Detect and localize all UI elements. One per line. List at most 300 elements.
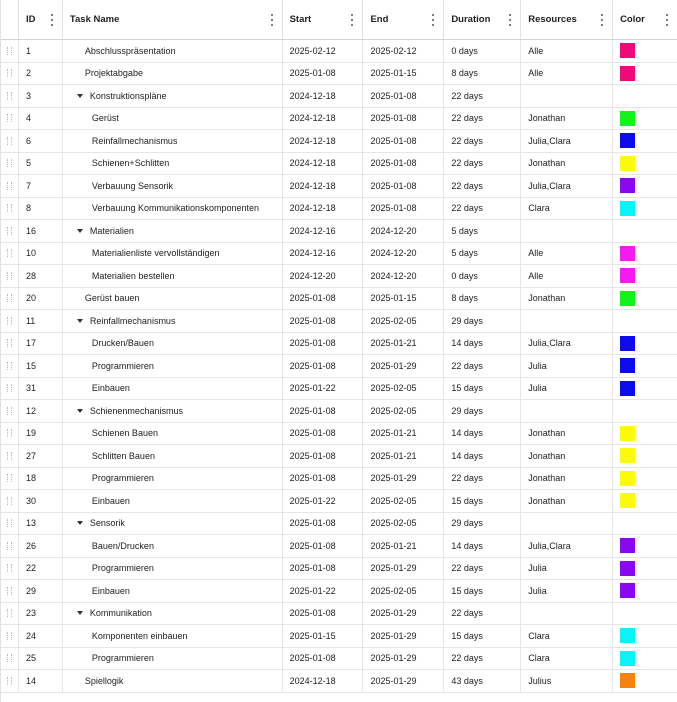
- task-name-cell[interactable]: [63, 243, 283, 265]
- color-cell[interactable]: [613, 85, 677, 107]
- color-swatch[interactable]: [620, 381, 635, 396]
- task-row[interactable]: [1, 40, 677, 63]
- duration-cell[interactable]: 22 days: [444, 648, 521, 670]
- start-cell[interactable]: 2025-01-15: [283, 625, 364, 647]
- task-name-text: Verbauung Sensorik: [91, 180, 173, 191]
- duration-cell[interactable]: 22 days: [444, 130, 521, 152]
- column-menu-icon[interactable]: [268, 14, 276, 26]
- task-name-cell[interactable]: [63, 625, 283, 647]
- task-row[interactable]: [1, 108, 677, 131]
- color-swatch[interactable]: [620, 43, 635, 58]
- drag-handle-icon[interactable]: [7, 362, 12, 370]
- color-cell[interactable]: [613, 198, 677, 220]
- drag-handle-icon[interactable]: [7, 69, 12, 77]
- duration-cell[interactable]: 22 days: [444, 468, 521, 490]
- task-name-text: Materialien: [89, 225, 134, 236]
- end-cell[interactable]: 2025-01-08: [363, 130, 444, 152]
- duration-cell[interactable]: 22 days: [444, 603, 521, 625]
- color-swatch[interactable]: [620, 268, 635, 283]
- collapse-caret-icon[interactable]: [77, 94, 83, 98]
- duration-cell[interactable]: 0 days: [444, 40, 521, 62]
- color-cell[interactable]: [613, 603, 677, 625]
- color-cell[interactable]: [613, 153, 677, 175]
- duration-cell[interactable]: 22 days: [444, 153, 521, 175]
- task-row[interactable]: [1, 265, 677, 288]
- end-cell[interactable]: 2025-01-08: [363, 198, 444, 220]
- task-name-cell[interactable]: [63, 355, 283, 377]
- resources-cell[interactable]: Julia: [521, 378, 613, 400]
- duration-cell[interactable]: 29 days: [444, 400, 521, 422]
- task-name-text: Programmieren: [91, 653, 154, 664]
- start-cell[interactable]: 2025-01-08: [283, 288, 364, 310]
- task-row[interactable]: [1, 625, 677, 648]
- task-row[interactable]: [1, 175, 677, 198]
- column-menu-icon[interactable]: [663, 14, 671, 26]
- resources-cell[interactable]: [521, 220, 613, 242]
- collapse-caret-icon[interactable]: [77, 409, 83, 413]
- task-row[interactable]: [1, 558, 677, 581]
- task-name-text: Einbauen: [91, 495, 130, 506]
- resources-cell[interactable]: Jonathan: [521, 108, 613, 130]
- task-row[interactable]: [1, 648, 677, 671]
- group-row[interactable]: [1, 603, 677, 626]
- group-row[interactable]: [1, 220, 677, 243]
- duration-cell[interactable]: 0 days: [444, 265, 521, 287]
- drag-handle-icon[interactable]: [7, 519, 12, 527]
- start-cell[interactable]: 2025-01-08: [283, 423, 364, 445]
- end-cell[interactable]: 2025-01-21: [363, 333, 444, 355]
- header-id[interactable]: [19, 0, 63, 39]
- end-cell[interactable]: 2025-01-29: [363, 558, 444, 580]
- end-cell[interactable]: 2025-02-05: [363, 490, 444, 512]
- drag-handle-icon[interactable]: [7, 609, 12, 617]
- drag-handle-icon[interactable]: [7, 542, 12, 550]
- drag-handle-icon[interactable]: [7, 497, 12, 505]
- drag-cell: [1, 198, 19, 220]
- drag-handle-icon[interactable]: [7, 159, 12, 167]
- drag-handle-icon[interactable]: [7, 114, 12, 122]
- drag-handle-icon[interactable]: [7, 272, 12, 280]
- color-swatch[interactable]: [620, 628, 635, 643]
- drag-handle-icon[interactable]: [7, 249, 12, 257]
- task-row[interactable]: [1, 288, 677, 311]
- task-name-cell[interactable]: [63, 288, 283, 310]
- resources-cell[interactable]: Clara: [521, 198, 613, 220]
- color-cell[interactable]: [613, 468, 677, 490]
- start-cell[interactable]: 2025-01-08: [283, 445, 364, 467]
- duration-cell[interactable]: 8 days: [444, 63, 521, 85]
- resources-cell[interactable]: Clara: [521, 648, 613, 670]
- task-name-cell[interactable]: [63, 85, 283, 107]
- duration-cell[interactable]: 43 days: [444, 670, 521, 692]
- color-cell[interactable]: [613, 445, 677, 467]
- resources-cell[interactable]: Jonathan: [521, 468, 613, 490]
- end-cell[interactable]: 2025-01-21: [363, 423, 444, 445]
- group-row[interactable]: [1, 310, 677, 333]
- end-cell[interactable]: 2025-01-29: [363, 468, 444, 490]
- color-swatch[interactable]: [620, 471, 635, 486]
- end-cell[interactable]: 2025-01-15: [363, 288, 444, 310]
- group-row[interactable]: [1, 85, 677, 108]
- drag-handle-icon[interactable]: [7, 92, 12, 100]
- color-cell[interactable]: [613, 648, 677, 670]
- duration-cell[interactable]: 14 days: [444, 333, 521, 355]
- end-cell[interactable]: 2025-01-08: [363, 108, 444, 130]
- color-swatch[interactable]: [620, 156, 635, 171]
- column-menu-icon[interactable]: [598, 14, 606, 26]
- resources-cell[interactable]: [521, 400, 613, 422]
- color-cell[interactable]: [613, 333, 677, 355]
- color-swatch[interactable]: [620, 291, 635, 306]
- drag-handle-icon[interactable]: [7, 564, 12, 572]
- start-cell[interactable]: 2024-12-18: [283, 153, 364, 175]
- resources-cell[interactable]: Julia,Clara: [521, 175, 613, 197]
- collapse-caret-icon[interactable]: [77, 611, 83, 615]
- task-name-cell[interactable]: [63, 198, 283, 220]
- drag-handle-icon[interactable]: [7, 452, 12, 460]
- start-cell[interactable]: 2025-01-08: [283, 333, 364, 355]
- resources-cell[interactable]: Alle: [521, 243, 613, 265]
- task-row[interactable]: [1, 153, 677, 176]
- color-cell[interactable]: [613, 288, 677, 310]
- start-cell[interactable]: 2025-01-08: [283, 400, 364, 422]
- end-cell[interactable]: 2025-02-05: [363, 580, 444, 602]
- drag-handle-icon[interactable]: [7, 204, 12, 212]
- task-name-text: Bauen/Drucken: [91, 540, 154, 551]
- start-cell[interactable]: 2024-12-20: [283, 265, 364, 287]
- resources-cell[interactable]: [521, 85, 613, 107]
- id-cell: 7: [19, 175, 63, 197]
- resources-cell[interactable]: Julia,Clara: [521, 535, 613, 557]
- color-swatch[interactable]: [620, 426, 635, 441]
- start-cell[interactable]: 2025-01-22: [283, 580, 364, 602]
- header-color[interactable]: [613, 0, 677, 39]
- start-cell[interactable]: 2024-12-18: [283, 670, 364, 692]
- group-row[interactable]: [1, 400, 677, 423]
- task-row[interactable]: [1, 63, 677, 86]
- task-row[interactable]: [1, 130, 677, 153]
- end-cell[interactable]: 2025-02-05: [363, 310, 444, 332]
- color-swatch[interactable]: [620, 178, 635, 193]
- header-end[interactable]: [363, 0, 444, 39]
- task-name-cell[interactable]: [63, 310, 283, 332]
- color-cell[interactable]: [613, 108, 677, 130]
- resources-cell[interactable]: Julia: [521, 580, 613, 602]
- collapse-caret-icon[interactable]: [77, 229, 83, 233]
- start-cell[interactable]: 2025-01-08: [283, 310, 364, 332]
- task-name-cell[interactable]: [63, 378, 283, 400]
- duration-cell[interactable]: 15 days: [444, 580, 521, 602]
- color-cell[interactable]: [613, 130, 677, 152]
- color-swatch[interactable]: [620, 358, 635, 373]
- drag-cell: [1, 85, 19, 107]
- color-cell[interactable]: [613, 355, 677, 377]
- color-cell[interactable]: [613, 175, 677, 197]
- end-cell[interactable]: 2025-01-21: [363, 535, 444, 557]
- column-menu-icon[interactable]: [429, 14, 437, 26]
- color-cell[interactable]: [613, 535, 677, 557]
- start-cell[interactable]: 2025-01-08: [283, 603, 364, 625]
- resources-cell[interactable]: Julia: [521, 558, 613, 580]
- header-start[interactable]: [283, 0, 364, 39]
- task-row[interactable]: [1, 378, 677, 401]
- drag-cell: [1, 288, 19, 310]
- task-name-cell[interactable]: [63, 220, 283, 242]
- duration-cell[interactable]: 22 days: [444, 85, 521, 107]
- header-task-name[interactable]: [63, 0, 283, 39]
- task-row[interactable]: [1, 445, 677, 468]
- duration-cell[interactable]: 15 days: [444, 378, 521, 400]
- end-cell[interactable]: 2025-01-08: [363, 153, 444, 175]
- start-cell[interactable]: 2025-01-08: [283, 355, 364, 377]
- drag-handle-icon[interactable]: [7, 182, 12, 190]
- task-name-cell[interactable]: [63, 265, 283, 287]
- task-row[interactable]: [1, 490, 677, 513]
- color-swatch[interactable]: [620, 651, 635, 666]
- duration-cell[interactable]: 22 days: [444, 558, 521, 580]
- task-name-text: Einbauen: [91, 585, 130, 596]
- start-cell[interactable]: 2025-01-22: [283, 490, 364, 512]
- start-cell[interactable]: 2025-01-22: [283, 378, 364, 400]
- color-swatch[interactable]: [620, 583, 635, 598]
- start-cell[interactable]: 2025-01-08: [283, 648, 364, 670]
- resources-cell[interactable]: Julia,Clara: [521, 130, 613, 152]
- duration-cell[interactable]: 14 days: [444, 535, 521, 557]
- color-cell[interactable]: [613, 558, 677, 580]
- task-name-cell[interactable]: [63, 175, 283, 197]
- id-cell: 11: [19, 310, 63, 332]
- task-name-cell[interactable]: [63, 490, 283, 512]
- drag-handle-icon[interactable]: [7, 227, 12, 235]
- end-cell[interactable]: 2025-01-29: [363, 670, 444, 692]
- start-cell[interactable]: 2024-12-16: [283, 220, 364, 242]
- drag-handle-icon[interactable]: [7, 587, 12, 595]
- task-name-cell[interactable]: [63, 670, 283, 692]
- collapse-caret-icon[interactable]: [77, 521, 83, 525]
- drag-handle-icon[interactable]: [7, 429, 12, 437]
- start-cell[interactable]: 2025-01-08: [283, 513, 364, 535]
- resources-cell[interactable]: Jonathan: [521, 153, 613, 175]
- resources-cell[interactable]: [521, 513, 613, 535]
- duration-cell[interactable]: 14 days: [444, 445, 521, 467]
- resources-cell[interactable]: Alle: [521, 265, 613, 287]
- task-name-cell[interactable]: [63, 558, 283, 580]
- color-swatch[interactable]: [620, 66, 635, 81]
- header-drag-column: [1, 0, 19, 39]
- start-cell[interactable]: 2025-01-08: [283, 468, 364, 490]
- color-swatch[interactable]: [620, 111, 635, 126]
- end-cell[interactable]: 2025-01-29: [363, 603, 444, 625]
- color-swatch[interactable]: [620, 133, 635, 148]
- resources-cell[interactable]: Julius: [521, 670, 613, 692]
- drag-cell: [1, 243, 19, 265]
- duration-cell[interactable]: 29 days: [444, 310, 521, 332]
- task-row[interactable]: [1, 243, 677, 266]
- resources-cell[interactable]: Clara: [521, 625, 613, 647]
- task-row[interactable]: [1, 355, 677, 378]
- end-cell[interactable]: 2025-01-29: [363, 355, 444, 377]
- duration-cell[interactable]: 8 days: [444, 288, 521, 310]
- end-cell[interactable]: 2025-01-15: [363, 63, 444, 85]
- end-cell[interactable]: 2025-02-05: [363, 400, 444, 422]
- color-swatch[interactable]: [620, 201, 635, 216]
- start-cell[interactable]: 2025-01-08: [283, 63, 364, 85]
- task-row[interactable]: [1, 333, 677, 356]
- duration-cell[interactable]: 15 days: [444, 625, 521, 647]
- start-cell[interactable]: 2025-01-08: [283, 535, 364, 557]
- end-cell[interactable]: 2024-12-20: [363, 220, 444, 242]
- color-cell[interactable]: [613, 513, 677, 535]
- id-cell: 26: [19, 535, 63, 557]
- drag-cell: [1, 490, 19, 512]
- end-cell[interactable]: 2025-01-29: [363, 625, 444, 647]
- resources-cell[interactable]: Alle: [521, 40, 613, 62]
- group-row[interactable]: [1, 513, 677, 536]
- duration-cell[interactable]: 5 days: [444, 243, 521, 265]
- task-name-cell[interactable]: [63, 535, 283, 557]
- end-cell[interactable]: 2025-01-29: [363, 648, 444, 670]
- start-cell[interactable]: 2025-01-08: [283, 558, 364, 580]
- drag-handle-icon[interactable]: [7, 474, 12, 482]
- resources-cell[interactable]: Jonathan: [521, 423, 613, 445]
- drag-handle-icon[interactable]: [7, 407, 12, 415]
- task-name-cell[interactable]: [63, 580, 283, 602]
- task-row[interactable]: [1, 670, 677, 693]
- color-swatch[interactable]: [620, 448, 635, 463]
- task-name-cell[interactable]: [63, 108, 283, 130]
- task-name-cell[interactable]: [63, 333, 283, 355]
- task-name-cell[interactable]: [63, 400, 283, 422]
- task-row[interactable]: [1, 198, 677, 221]
- start-cell[interactable]: 2024-12-18: [283, 198, 364, 220]
- duration-cell[interactable]: 29 days: [444, 513, 521, 535]
- duration-cell[interactable]: 15 days: [444, 490, 521, 512]
- task-name-text: Drucken/Bauen: [91, 338, 154, 349]
- end-cell[interactable]: 2025-01-08: [363, 175, 444, 197]
- drag-handle-icon[interactable]: [7, 339, 12, 347]
- drag-handle-icon[interactable]: [7, 677, 12, 685]
- color-cell[interactable]: [613, 580, 677, 602]
- task-name-cell[interactable]: [63, 468, 283, 490]
- end-cell[interactable]: 2024-12-20: [363, 243, 444, 265]
- task-name-cell[interactable]: [63, 153, 283, 175]
- column-menu-icon[interactable]: [506, 14, 514, 26]
- drag-handle-icon[interactable]: [7, 384, 12, 392]
- start-cell[interactable]: 2024-12-18: [283, 175, 364, 197]
- resources-cell[interactable]: Julia: [521, 355, 613, 377]
- id-cell: 3: [19, 85, 63, 107]
- start-cell[interactable]: 2024-12-16: [283, 243, 364, 265]
- task-name-text: Schienen Bauen: [91, 428, 158, 439]
- collapse-caret-icon[interactable]: [77, 319, 83, 323]
- color-cell[interactable]: [613, 310, 677, 332]
- task-row[interactable]: [1, 423, 677, 446]
- drag-handle-icon[interactable]: [7, 654, 12, 662]
- resources-cell[interactable]: Jonathan: [521, 288, 613, 310]
- resources-cell[interactable]: Alle: [521, 63, 613, 85]
- color-cell[interactable]: [613, 63, 677, 85]
- color-cell[interactable]: [613, 625, 677, 647]
- resources-cell[interactable]: [521, 310, 613, 332]
- drag-cell: [1, 378, 19, 400]
- task-name-cell[interactable]: [63, 40, 283, 62]
- task-name-cell[interactable]: [63, 423, 283, 445]
- drag-handle-icon[interactable]: [7, 317, 12, 325]
- color-cell[interactable]: [613, 423, 677, 445]
- duration-cell[interactable]: 22 days: [444, 175, 521, 197]
- task-name-cell[interactable]: [63, 63, 283, 85]
- id-cell: 22: [19, 558, 63, 580]
- resources-cell[interactable]: Jonathan: [521, 490, 613, 512]
- task-name-text: Programmieren: [91, 360, 154, 371]
- color-swatch[interactable]: [620, 336, 635, 351]
- duration-cell[interactable]: 5 days: [444, 220, 521, 242]
- start-cell[interactable]: 2024-12-18: [283, 85, 364, 107]
- color-swatch[interactable]: [620, 538, 635, 553]
- column-menu-icon[interactable]: [48, 14, 56, 26]
- color-cell[interactable]: [613, 490, 677, 512]
- end-cell[interactable]: 2024-12-20: [363, 265, 444, 287]
- task-row[interactable]: [1, 468, 677, 491]
- drag-handle-icon[interactable]: [7, 137, 12, 145]
- color-swatch[interactable]: [620, 493, 635, 508]
- end-cell[interactable]: 2025-02-05: [363, 378, 444, 400]
- drag-handle-icon[interactable]: [7, 632, 12, 640]
- id-cell: 1: [19, 40, 63, 62]
- task-name-cell[interactable]: [63, 648, 283, 670]
- task-name-cell[interactable]: [63, 445, 283, 467]
- task-row[interactable]: [1, 580, 677, 603]
- task-name-cell[interactable]: [63, 513, 283, 535]
- end-cell[interactable]: 2025-02-05: [363, 513, 444, 535]
- duration-cell[interactable]: 22 days: [444, 355, 521, 377]
- header-color-label: Color: [620, 14, 645, 25]
- color-swatch[interactable]: [620, 246, 635, 261]
- drag-cell: [1, 648, 19, 670]
- column-menu-icon[interactable]: [348, 14, 356, 26]
- color-cell[interactable]: [613, 400, 677, 422]
- color-cell[interactable]: [613, 265, 677, 287]
- task-row[interactable]: [1, 535, 677, 558]
- color-swatch[interactable]: [620, 561, 635, 576]
- end-cell[interactable]: 2025-02-12: [363, 40, 444, 62]
- task-name-cell[interactable]: [63, 130, 283, 152]
- end-cell[interactable]: 2025-01-21: [363, 445, 444, 467]
- drag-handle-icon[interactable]: [7, 47, 12, 55]
- task-name-cell[interactable]: [63, 603, 283, 625]
- color-cell[interactable]: [613, 378, 677, 400]
- color-cell[interactable]: [613, 40, 677, 62]
- start-cell[interactable]: 2024-12-18: [283, 108, 364, 130]
- color-cell[interactable]: [613, 220, 677, 242]
- color-cell[interactable]: [613, 243, 677, 265]
- start-cell[interactable]: 2024-12-18: [283, 130, 364, 152]
- drag-handle-icon[interactable]: [7, 294, 12, 302]
- duration-cell[interactable]: 22 days: [444, 108, 521, 130]
- end-cell[interactable]: 2025-01-08: [363, 85, 444, 107]
- duration-cell[interactable]: 14 days: [444, 423, 521, 445]
- start-cell[interactable]: 2025-02-12: [283, 40, 364, 62]
- color-swatch[interactable]: [620, 673, 635, 688]
- header-resources[interactable]: [521, 0, 613, 39]
- resources-cell[interactable]: [521, 603, 613, 625]
- resources-cell[interactable]: Julia,Clara: [521, 333, 613, 355]
- duration-cell[interactable]: 22 days: [444, 198, 521, 220]
- drag-cell: [1, 130, 19, 152]
- resources-cell[interactable]: Jonathan: [521, 445, 613, 467]
- header-duration[interactable]: [444, 0, 521, 39]
- color-cell[interactable]: [613, 670, 677, 692]
